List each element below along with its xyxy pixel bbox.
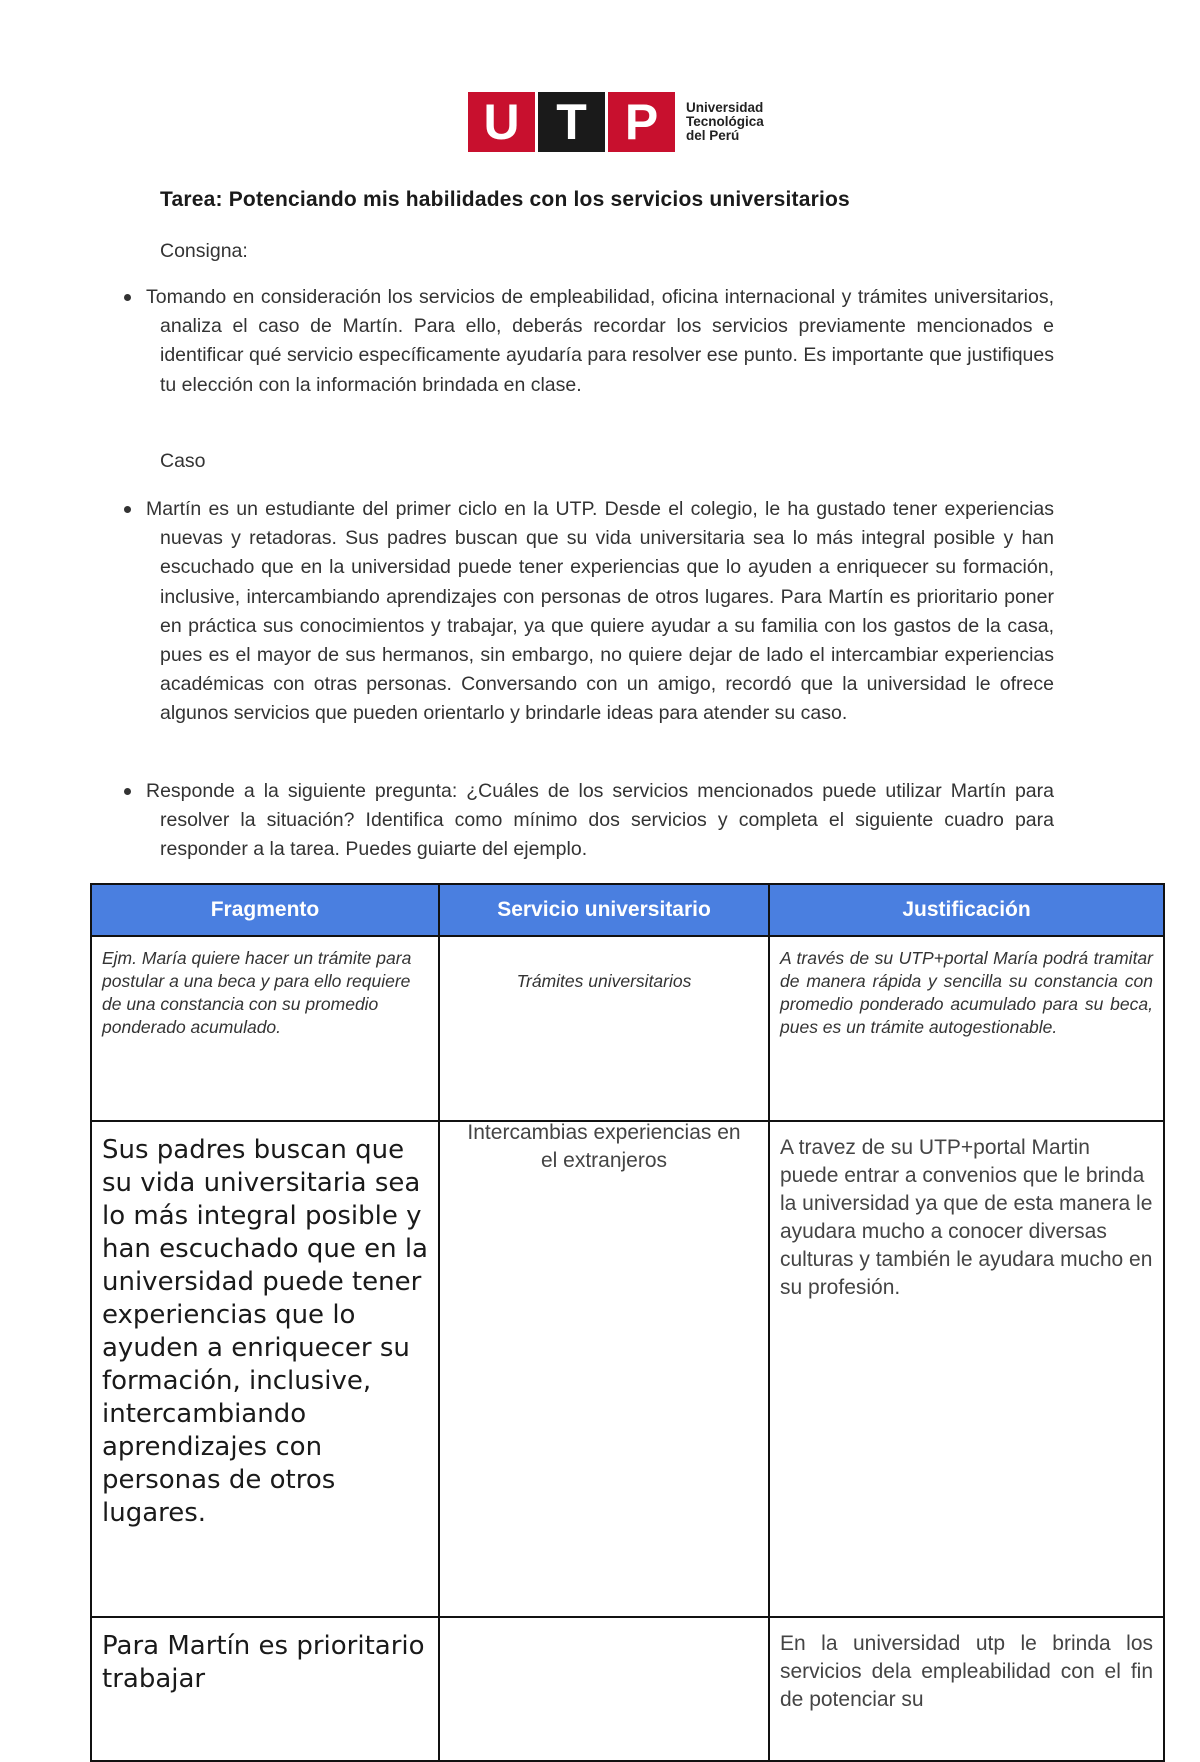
table-row — [91, 1617, 1164, 1761]
bullet-icon — [124, 788, 131, 795]
header-justificacion: Justificación — [769, 884, 1164, 936]
row-fragmento[interactable]: Para Martín es prioritario trabajar — [91, 1617, 439, 1761]
example-servicio: Trámites universitarios — [439, 936, 769, 1121]
logo-name-line: del Perú — [686, 128, 740, 143]
row-justificacion[interactable]: En la universidad utp le brinda los servicios dela empleabilidad con el fin de potenciar su — [769, 1617, 1164, 1761]
logo-name-line: Universidad — [686, 100, 764, 115]
row-fragmento[interactable]: Sus padres buscan que su vida universitaria sea lo más integral posible y han escuchado que en la universidad puede tener experiencias que lo ayuden a enriquecer su formación, inclusive, intercambiando aprendizajes con personas de otros lugares. — [91, 1121, 439, 1617]
logo-letter-t: T — [538, 92, 605, 152]
services-table — [90, 883, 1165, 1762]
table-row — [91, 1121, 1164, 1617]
table-row-example — [91, 936, 1164, 1121]
header-fragmento: Fragmento — [91, 884, 439, 936]
bullet-icon — [124, 506, 131, 513]
table-header-row — [91, 884, 1164, 936]
logo-university-name — [686, 101, 776, 143]
pregunta-bullet — [124, 777, 1054, 865]
header-servicio: Servicio universitario — [439, 884, 769, 936]
logo-letter-u: U — [468, 92, 535, 152]
example-justificacion: A través de su UTP+portal María podrá tramitar de manera rápida y sencilla su constancia con promedio ponderado acumulado para su beca, pues es un trámite autogestionable. — [769, 936, 1164, 1121]
row-justificacion[interactable]: A travez de su UTP+portal Martin puede entrar a convenios que le brinda la universidad ya que de esta manera le ayudara mucho a conocer diversas culturas y también le ayudara mucho en su profesión. — [769, 1121, 1164, 1617]
bullet-icon — [124, 294, 131, 301]
pregunta-text: Responde a la siguiente pregunta: ¿Cuáles de los servicios mencionados puede utilizar Martín para resolver la situación? Identifica como mínimo dos servicios y completa el siguiente cuadro para responder a la tarea. Puedes guiarte del ejemplo. — [146, 780, 1054, 861]
utp-logo — [468, 92, 776, 152]
row-servicio-text: Intercambias experiencias en el extranjeros — [467, 1121, 741, 1172]
page-title: Tarea: Potenciando mis habilidades con los servicios universitarios — [160, 188, 850, 211]
consigna-bullet — [124, 283, 1054, 400]
caso-label: Caso — [160, 450, 206, 472]
consigna-text: Tomando en consideración los servicios de empleabilidad, oficina internacional y trámites universitarios, analiza el caso de Martín. Para ello, deberás recordar los servicios previamente mencionados e identificar qué servicio específicamente ayudaría para resolver ese punto. Es importante que justifiques tu elección con la información brindada en clase. — [146, 286, 1054, 396]
row-servicio[interactable] — [439, 1617, 769, 1761]
caso-text: Martín es un estudiante del primer ciclo en la UTP. Desde el colegio, le ha gustado tener experiencias nuevas y retadoras. Sus padres buscan que su vida universitaria sea lo más integral posible y han escuchado que en la universidad puede tener experiencias que lo ayuden a enriquecer su formación, inclusive, intercambiando aprendizajes con personas de otros lugares. Para Martín es prioritario poner en práctica sus conocimientos y trabajar, ya que quiere ayudar a su familia con los gastos de la casa, pues es el mayor de sus hermanos, sin embargo, no quiere dejar de lado el intercambiar experiencias académicas con otras personas. Conversando con un amigo, recordó que la universidad le ofrece algunos servicios que pueden orientarlo y brindarle ideas para atender su caso. — [146, 498, 1054, 725]
logo-letter-p: P — [608, 92, 675, 152]
row-servicio[interactable] — [439, 1121, 769, 1617]
consigna-label: Consigna: — [160, 240, 248, 262]
logo-name-line: Tecnológica — [686, 114, 764, 129]
example-fragmento: Ejm. María quiere hacer un trámite para postular a una beca y para ello requiere de una constancia con su promedio ponderado acumulado. — [91, 936, 439, 1121]
caso-bullet — [124, 495, 1054, 729]
